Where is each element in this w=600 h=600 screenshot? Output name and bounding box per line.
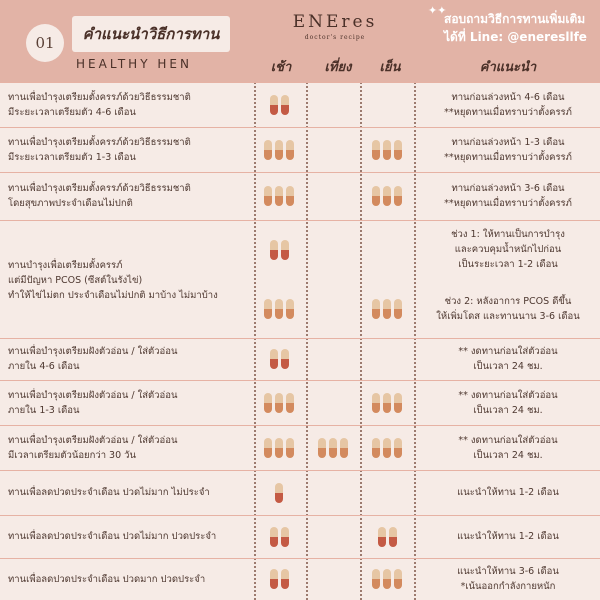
row-label-line: มีเวลาเตรียมตัวน้อยกว่า 30 วัน: [8, 449, 136, 461]
advice-line: ทานก่อนล่วงหน้า 4-6 เดือน: [451, 91, 565, 103]
capsule-icon: [275, 438, 283, 458]
capsule-icon: [372, 140, 380, 160]
row-label-line: ทานเพื่อลดปวดประจำเดือน ปวดไม่มาก ปวดประจำ: [8, 531, 217, 542]
row-advice: [416, 564, 600, 594]
capsule-icon: [275, 393, 283, 413]
row-divider: [0, 172, 600, 173]
capsule-dose-evening: [362, 186, 412, 206]
advice-line: และควบคุมน้ำหนักไปก่อน: [454, 244, 562, 255]
capsule-icon: [286, 186, 294, 206]
capsule-icon: [270, 527, 278, 547]
capsule-icon: [275, 140, 283, 160]
row-divider: [0, 127, 600, 128]
advice-line: เป็นเวลา 24 ชม.: [473, 361, 543, 372]
capsule-icon: [340, 438, 348, 458]
contact-line-1: สอบถามวิธีการทานเพิ่มเติม: [444, 12, 586, 26]
row-label: [8, 433, 248, 463]
capsule-icon: [286, 438, 294, 458]
capsule-icon: [383, 140, 391, 160]
capsule-icon: [372, 438, 380, 458]
row-label-line: ทานเพื่อบำรุงเตรียมฝังตัวอ่อน / ใส่ตัวอ่อน: [8, 434, 178, 446]
brand-logo: ENEres: [292, 12, 378, 32]
capsule-icon: [372, 299, 380, 319]
capsule-icon: [394, 186, 402, 206]
advice-line: เป็นระยะเวลา 1-2 เดือน: [458, 259, 558, 270]
row-label: [8, 388, 248, 418]
row-label-line: มีระยะเวลาเตรียมตัว 1-3 เดือน: [8, 151, 136, 163]
capsule-icon: [281, 349, 289, 369]
capsule-icon: [270, 569, 278, 589]
column-header-morning: เช้า: [270, 60, 292, 75]
row-label-line: ทานเพื่อลดปวดประจำเดือน ปวดไม่มาก ไม่ประจำ: [8, 487, 210, 498]
capsule-icon: [383, 393, 391, 413]
capsule-icon: [281, 569, 289, 589]
advice-line: **หยุดทานเมื่อทราบว่าตั้งครรภ์: [444, 151, 572, 163]
capsule-icon: [275, 483, 283, 503]
capsule-icon: [394, 438, 402, 458]
row-advice: [416, 485, 600, 500]
capsule-dose-morning: [254, 349, 304, 369]
row-label: [8, 135, 248, 165]
column-header-advice: คำแนะนำ: [479, 60, 537, 75]
row-advice: [416, 181, 600, 211]
row-label-line: ทานเพื่อบำรุงเตรียมตั้งครรภ์ด้วยวิธีธรรมชาติ: [8, 91, 191, 103]
row-label-line: ทานเพื่อบำรุงเตรียมตั้งครรภ์ด้วยวิธีธรรมชาติ: [8, 183, 191, 194]
advice-line: **หยุดทานเมื่อทราบว่าตั้งครรภ์: [444, 106, 572, 118]
row-label-line: ภายใน 1-3 เดือน: [8, 404, 80, 416]
capsule-icon: [264, 299, 272, 319]
capsule-dose-morning: [254, 299, 304, 319]
capsule-icon: [394, 140, 402, 160]
capsule-icon: [270, 349, 278, 369]
capsule-dose-evening: [362, 299, 412, 319]
row-label-line: ทานบำรุงเพื่อเตรียมตั้งครรภ์: [8, 260, 123, 271]
row-advice: [416, 90, 600, 120]
capsule-icon: [372, 393, 380, 413]
capsule-icon: [281, 527, 289, 547]
advice-line: เป็นเวลา 24 ชม.: [473, 449, 543, 461]
row-divider: [0, 380, 600, 381]
capsule-dose-morning: [254, 527, 304, 547]
row-divider: [0, 220, 600, 221]
capsule-icon: [394, 299, 402, 319]
advice-line: แนะนำให้ทาน 1-2 เดือน: [457, 487, 559, 498]
capsule-icon: [264, 438, 272, 458]
capsule-icon: [286, 393, 294, 413]
capsule-dose-morning: [254, 240, 304, 260]
column-divider: [254, 82, 256, 600]
capsule-icon: [275, 299, 283, 319]
page-title: คำแนะนำวิธีการทาน: [72, 16, 230, 52]
advice-line: ช่วง 2: หลังอาการ PCOS ดีขึ้น: [444, 295, 572, 307]
capsule-icon: [318, 438, 326, 458]
advice-line: เป็นเวลา 24 ชม.: [473, 404, 543, 416]
advice-line: ** งดทานก่อนใส่ตัวอ่อน: [458, 346, 558, 357]
capsule-icon: [372, 186, 380, 206]
row-label: [8, 572, 248, 587]
row-label: [8, 90, 248, 120]
capsule-dose-morning: [254, 186, 304, 206]
row-divider: [0, 425, 600, 426]
capsule-icon: [383, 438, 391, 458]
capsule-icon: [270, 240, 278, 260]
advice-line: ทานก่อนล่วงหน้า 3-6 เดือน: [451, 183, 565, 194]
capsule-dose-evening: [362, 438, 412, 458]
column-header-evening: เย็น: [379, 60, 401, 75]
row-label-line: โดยสุขภาพประจำเดือนไม่ปกติ: [8, 198, 133, 209]
capsule-dose-morning: [254, 95, 304, 115]
capsule-icon: [378, 527, 386, 547]
column-header-noon: เที่ยง: [324, 60, 352, 75]
capsule-dose-noon: [308, 438, 358, 458]
capsule-icon: [394, 393, 402, 413]
row-divider: [0, 470, 600, 471]
row-label-line: ทานเพื่อบำรุงเตรียมฝังตัวอ่อน / ใส่ตัวอ่อน: [8, 346, 178, 357]
row-label-line: ทำให้ไข่ไม่ตก ประจำเดือนไม่ปกติ มาบ้าง ไม่มาบ้าง: [8, 290, 218, 301]
contact-line-2: ได้ที่ Line: @eneresllfe: [444, 30, 587, 44]
section-number-badge: 01: [26, 24, 64, 62]
row-advice: [416, 227, 600, 272]
product-name: HEALTHY HEN: [76, 57, 192, 71]
column-divider: [360, 82, 362, 600]
row-label-line: แต่มีปัญหา PCOS (ซีสต์ในรังไข่): [8, 275, 143, 286]
row-label-line: ทานเพื่อลดปวดประจำเดือน ปวดมาก ปวดประจำ: [8, 573, 206, 585]
row-label: [8, 258, 248, 303]
row-divider: [0, 515, 600, 516]
row-divider: [0, 338, 600, 339]
capsule-icon: [329, 438, 337, 458]
row-label-line: มีระยะเวลาเตรียมตัว 4-6 เดือน: [8, 106, 136, 118]
advice-line: ** งดทานก่อนใส่ตัวอ่อน: [458, 389, 558, 401]
capsule-icon: [286, 299, 294, 319]
advice-line: ให้เพิ่มโดส และทานนาน 3-6 เดือน: [436, 310, 580, 322]
row-advice: [416, 344, 600, 374]
advice-line: ทานก่อนล่วงหน้า 1-3 เดือน: [451, 136, 565, 148]
brand-tagline: doctor's recipe: [304, 34, 366, 41]
capsule-icon: [383, 569, 391, 589]
capsule-icon: [383, 299, 391, 319]
capsule-dose-morning: [254, 393, 304, 413]
advice-line: ** งดทานก่อนใส่ตัวอ่อน: [458, 434, 558, 446]
capsule-dose-evening: [362, 140, 412, 160]
capsule-icon: [286, 140, 294, 160]
capsule-icon: [281, 240, 289, 260]
capsule-dose-morning: [254, 438, 304, 458]
row-advice: [416, 294, 600, 324]
capsule-icon: [389, 527, 397, 547]
row-label: [8, 344, 248, 374]
row-divider: [0, 82, 600, 83]
row-advice: [416, 433, 600, 463]
capsule-icon: [394, 569, 402, 589]
row-label: [8, 485, 248, 500]
row-label-line: ภายใน 4-6 เดือน: [8, 361, 80, 372]
row-label: [8, 529, 248, 544]
capsule-icon: [264, 186, 272, 206]
advice-line: ช่วง 1: ให้ทานเป็นการบำรุง: [451, 229, 565, 240]
capsule-icon: [270, 95, 278, 115]
row-advice: [416, 135, 600, 165]
capsule-icon: [383, 186, 391, 206]
advice-line: **หยุดทานเมื่อทราบว่าตั้งครรภ์: [444, 198, 572, 209]
advice-line: *เน้นออกกำลังกายหนัก: [460, 581, 556, 592]
row-label-line: ทานเพื่อบำรุงเตรียมตั้งครรภ์ด้วยวิธีธรรมชาติ: [8, 136, 191, 148]
advice-line: แนะนำให้ทาน 1-2 เดือน: [457, 531, 559, 542]
header-banner: [0, 0, 600, 82]
sparkle-icon: ✦✦: [428, 4, 447, 17]
capsule-dose-evening: [362, 393, 412, 413]
capsule-dose-evening: [362, 527, 412, 547]
row-label: [8, 181, 248, 211]
advice-line: แนะนำให้ทาน 3-6 เดือน: [457, 566, 559, 577]
capsule-dose-morning: [254, 140, 304, 160]
capsule-icon: [275, 186, 283, 206]
capsule-icon: [264, 393, 272, 413]
column-divider: [306, 82, 308, 600]
capsule-dose-evening: [362, 569, 412, 589]
capsule-dose-morning: [254, 569, 304, 589]
row-advice: [416, 388, 600, 418]
row-advice: [416, 529, 600, 544]
contact-info[interactable]: [444, 10, 600, 46]
capsule-icon: [264, 140, 272, 160]
capsule-dose-morning: [254, 483, 304, 503]
row-label-line: ทานเพื่อบำรุงเตรียมฝังตัวอ่อน / ใส่ตัวอ่อน: [8, 389, 178, 401]
capsule-icon: [372, 569, 380, 589]
row-divider: [0, 558, 600, 559]
capsule-icon: [281, 95, 289, 115]
